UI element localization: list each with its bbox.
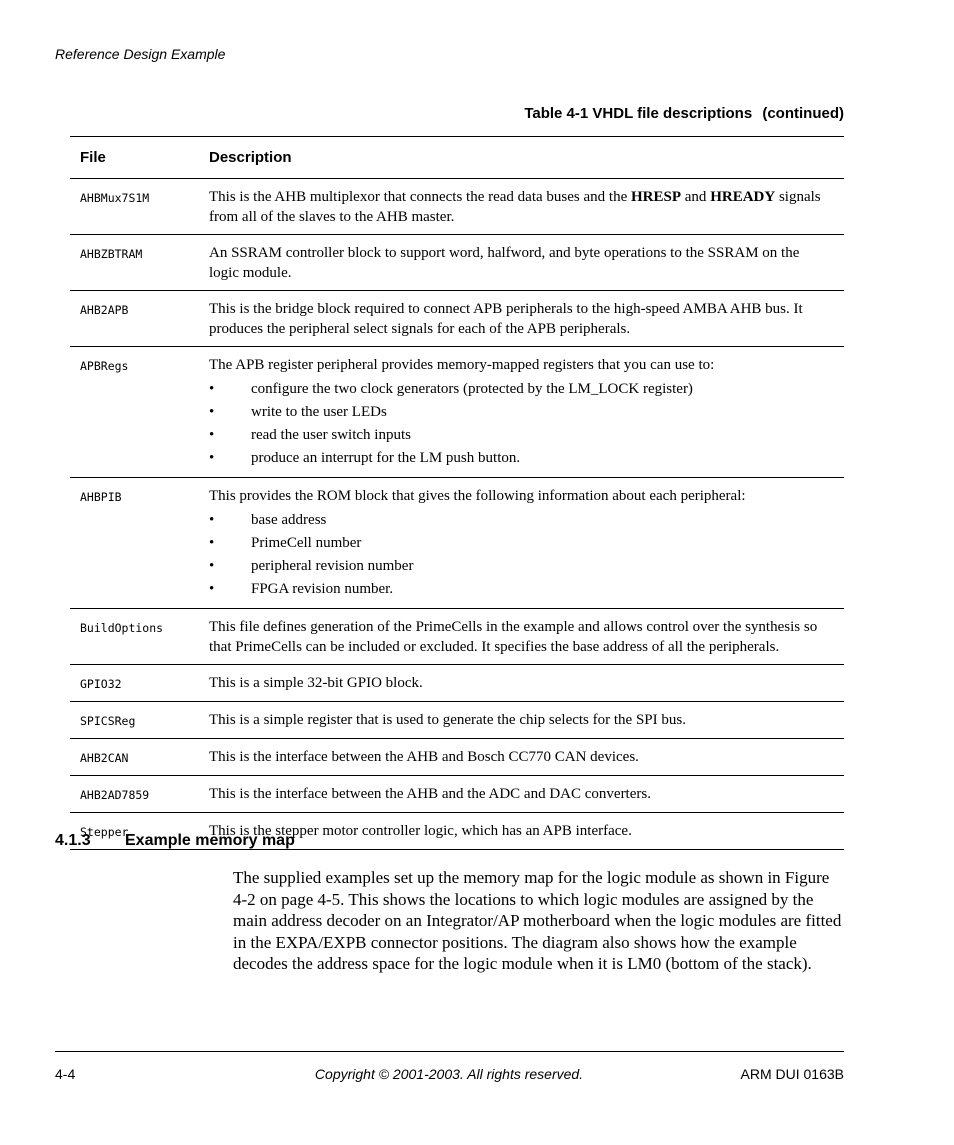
table-row	[70, 347, 844, 478]
bullet-item: • read the user switch inputs	[209, 424, 832, 447]
body-paragraph: The supplied examples set up the memory map for the logic module as shown in Figure 4-2 on page 4-5. This shows the locations to which logic modules are assigned by the main address decoder on an Integrator/AP motherboard when the logic modules are fitted in the EXPA/EXPB connector positions. The diagram also shows how the example decodes the address space for the logic module when it is LM0 (bottom of the stack).	[233, 868, 842, 973]
bullet-item: • base address	[209, 509, 832, 532]
description-text: This is the interface between the AHB and the ADC and DAC converters.	[209, 786, 651, 802]
column-header-description: Description	[199, 137, 844, 179]
file-name: BuildOptions	[80, 621, 164, 635]
description-text: This is the AHB multiplexor that connects the read data buses and the	[209, 189, 631, 205]
description-cell	[199, 478, 844, 609]
description-cell	[199, 665, 844, 702]
file-cell	[70, 665, 199, 702]
description-cell	[199, 179, 844, 235]
bullet-item: • produce an interrupt for the LM push button.	[209, 447, 832, 470]
description-text: and	[681, 189, 711, 205]
description-text: This is the bridge block required to connect APB peripherals to the high-speed AMBA AHB bus. It produces the peripheral select signals for each of the APB peripherals.	[209, 301, 803, 337]
file-name: AHB2APB	[80, 303, 129, 317]
section-title: Example memory map	[125, 832, 295, 849]
description-cell	[199, 813, 844, 850]
table-row	[70, 739, 844, 776]
table-caption-title: Table 4-1 VHDL file descriptions	[524, 105, 753, 122]
table-row	[70, 179, 844, 235]
file-name: AHBPIB	[80, 490, 122, 504]
description-text: This is the interface between the AHB and Bosch CC770 CAN devices.	[209, 749, 639, 765]
bullet-item: • configure the two clock generators (protected by the LM_LOCK register)	[209, 378, 832, 401]
footer-divider	[55, 1051, 844, 1052]
vhdl-file-table	[70, 136, 844, 850]
table-row	[70, 291, 844, 347]
description-cell	[199, 776, 844, 813]
file-name: AHBZBTRAM	[80, 247, 143, 261]
description-text: signals from all of the slaves to the AHB master.	[209, 189, 821, 225]
file-name: AHB2AD7859	[80, 788, 150, 802]
description-text: The APB register peripheral provides memory-mapped registers that you can use to:	[209, 357, 715, 373]
file-cell	[70, 179, 199, 235]
description-text: This is a simple 32-bit GPIO block.	[209, 675, 423, 691]
description-text: An SSRAM controller block to support word, halfword, and byte operations to the SSRAM on the logic module.	[209, 245, 800, 281]
description-text: This is a simple register that is used to generate the chip selects for the SPI bus.	[209, 712, 686, 728]
description-text: This file defines generation of the PrimeCells in the example and allows control over the synthesis so that PrimeCells can be included or excluded. It specifies the base address of all the peripherals.	[209, 619, 818, 655]
document-id: ARM DUI 0163B	[740, 1066, 844, 1082]
bullet-item: • write to the user LEDs	[209, 401, 832, 424]
description-cell	[199, 235, 844, 291]
description-cell	[199, 739, 844, 776]
file-cell	[70, 609, 199, 665]
file-cell	[70, 702, 199, 739]
file-cell	[70, 347, 199, 478]
file-cell	[70, 739, 199, 776]
table-row	[70, 235, 844, 291]
table-row	[70, 702, 844, 739]
bullet-list	[209, 509, 832, 601]
table-row	[70, 609, 844, 665]
page-number: 4-4	[55, 1066, 76, 1082]
description-cell	[199, 347, 844, 478]
description-cell	[199, 609, 844, 665]
table-row	[70, 665, 844, 702]
table-row	[70, 478, 844, 609]
description-cell	[199, 291, 844, 347]
bullet-item: • FPGA revision number.	[209, 578, 832, 601]
file-name: AHB2CAN	[80, 751, 129, 765]
running-header: Reference Design Example	[55, 46, 226, 62]
column-header-file: File	[70, 137, 199, 179]
file-name: Stepper	[80, 825, 129, 839]
file-name: GPIO32	[80, 677, 122, 691]
section-number: 4.1.3	[55, 832, 91, 849]
bullet-item: • PrimeCell number	[209, 532, 832, 555]
file-name: AHBMux7S1M	[80, 191, 150, 205]
file-cell	[70, 291, 199, 347]
description-text: This is the stepper motor controller logic, which has an APB interface.	[209, 823, 632, 839]
table-caption	[524, 105, 844, 122]
description-text: This provides the ROM block that gives the following information about each peripheral:	[209, 488, 746, 504]
file-name: APBRegs	[80, 359, 129, 373]
signal-name-hready: HREADY	[710, 189, 776, 205]
file-cell	[70, 235, 199, 291]
signal-name-hresp: HRESP	[631, 189, 682, 205]
table-row	[70, 776, 844, 813]
file-name: SPICSReg	[80, 714, 136, 728]
copyright-notice: Copyright © 2001-2003. All rights reserved.	[314, 1066, 584, 1082]
table-header-row	[70, 137, 844, 179]
description-cell	[199, 702, 844, 739]
section-heading	[55, 832, 295, 850]
bullet-item: • peripheral revision number	[209, 555, 832, 578]
file-cell	[70, 478, 199, 609]
table-caption-continued: (continued)	[762, 105, 844, 122]
bullet-list	[209, 378, 832, 470]
file-cell	[70, 776, 199, 813]
